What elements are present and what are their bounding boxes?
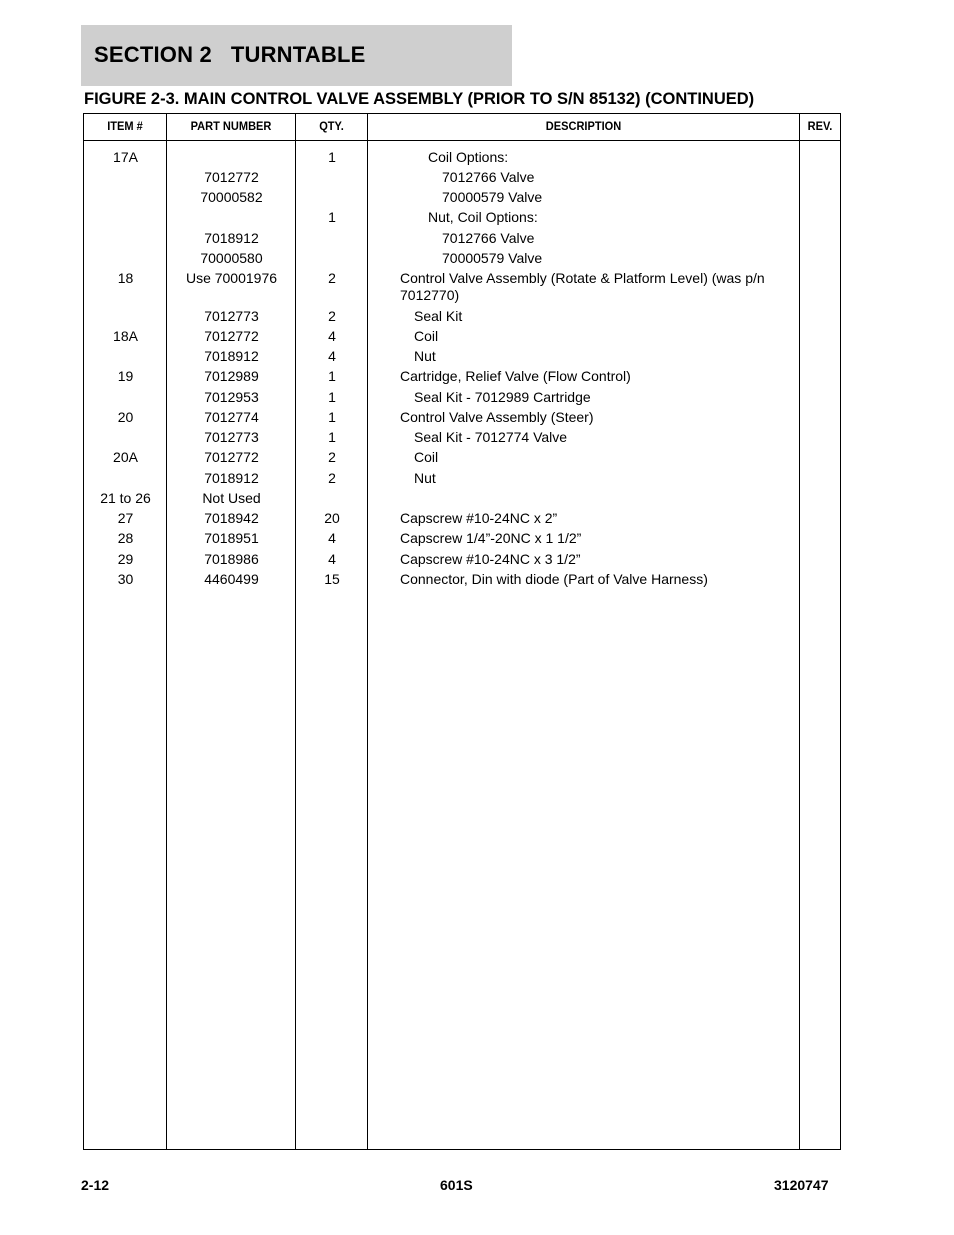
section-banner bbox=[81, 25, 512, 86]
description-cell: Control Valve Assembly (Steer) bbox=[400, 409, 594, 425]
qty-cell: 1 bbox=[328, 409, 336, 425]
part-number-cell: 7012989 bbox=[204, 368, 259, 384]
page-number: 2-12 bbox=[81, 1177, 110, 1193]
document-number: 3120747 bbox=[774, 1177, 829, 1193]
part-number-cell: 7018942 bbox=[204, 510, 259, 526]
description-cell: Nut, Coil Options: bbox=[428, 209, 538, 225]
item-cell: 30 bbox=[117, 571, 134, 587]
part-number-cell: 7018912 bbox=[204, 348, 259, 364]
description-cell: Cartridge, Relief Valve (Flow Control) bbox=[400, 368, 631, 384]
description-cell: 7012766 Valve bbox=[442, 169, 535, 185]
qty-cell: 4 bbox=[328, 328, 336, 344]
section-title: SECTION 2 TURNTABLE bbox=[94, 42, 366, 67]
description-cell: Coil Options: bbox=[428, 149, 509, 165]
parts-table bbox=[83, 113, 841, 1150]
part-number-cell: 7018912 bbox=[204, 230, 259, 246]
item-cell: 20A bbox=[113, 449, 138, 465]
header-divider bbox=[84, 140, 840, 141]
part-number-cell: 7018951 bbox=[204, 530, 259, 546]
item-cell: 19 bbox=[117, 368, 134, 384]
description-cell: Capscrew #10-24NC x 2” bbox=[400, 510, 558, 526]
description-cell: 7012766 Valve bbox=[442, 230, 535, 246]
qty-cell: 1 bbox=[328, 149, 336, 165]
qty-cell: 4 bbox=[328, 551, 336, 567]
qty-cell: 2 bbox=[328, 449, 336, 465]
description-cell: 70000579 Valve bbox=[442, 189, 543, 205]
description-cell: Control Valve Assembly (Rotate & Platform Level) (was p/n 7012770) bbox=[400, 270, 765, 303]
description-cell: Nut bbox=[414, 348, 436, 364]
qty-cell: 4 bbox=[328, 348, 336, 364]
qty-cell: 1 bbox=[328, 389, 336, 405]
description-cell: Coil bbox=[414, 449, 439, 465]
header-part-number: PART NUMBER bbox=[190, 119, 272, 133]
description-cell: Coil bbox=[414, 328, 439, 344]
qty-cell: 20 bbox=[324, 510, 340, 526]
part-number-cell: Use 70001976 bbox=[185, 270, 278, 286]
item-cell: 28 bbox=[117, 530, 134, 546]
part-number-cell: 7018986 bbox=[204, 551, 259, 567]
description-cell: Nut bbox=[414, 470, 436, 486]
qty-cell: 2 bbox=[328, 308, 336, 324]
description-cell: 70000579 Valve bbox=[442, 250, 543, 266]
item-cell: 21 to 26 bbox=[100, 490, 151, 506]
header-qty: QTY. bbox=[319, 119, 344, 133]
part-number-cell: 70000580 bbox=[200, 250, 263, 266]
description-cell: Capscrew 1/4”-20NC x 1 1/2” bbox=[400, 530, 582, 546]
item-cell: 17A bbox=[113, 149, 138, 165]
part-number-cell: 7018912 bbox=[204, 470, 259, 486]
qty-cell: 4 bbox=[328, 530, 336, 546]
header-item: ITEM # bbox=[107, 119, 143, 133]
description-cell: Connector, Din with diode (Part of Valve Harness) bbox=[400, 571, 708, 587]
item-cell: 29 bbox=[117, 551, 134, 567]
part-number-cell: 7012772 bbox=[204, 169, 259, 185]
description-cell: Seal Kit - 7012989 Cartridge bbox=[414, 389, 591, 405]
item-cell: 18 bbox=[117, 270, 134, 286]
item-cell: 20 bbox=[117, 409, 134, 425]
model-number: 601S bbox=[440, 1177, 473, 1193]
part-number-cell: 7012953 bbox=[204, 389, 259, 405]
description-cell: Seal Kit - 7012774 Valve bbox=[414, 429, 568, 445]
qty-cell: 2 bbox=[328, 270, 336, 286]
qty-cell: 15 bbox=[324, 571, 340, 587]
part-number-cell: 7012774 bbox=[204, 409, 259, 425]
part-number-cell: 70000582 bbox=[200, 189, 263, 205]
qty-cell: 1 bbox=[328, 209, 336, 225]
qty-cell: 2 bbox=[328, 470, 336, 486]
part-number-cell: 7012773 bbox=[204, 429, 259, 445]
part-number-cell: 7012772 bbox=[204, 449, 259, 465]
part-number-cell: Not Used bbox=[202, 490, 261, 506]
description-cell: Capscrew #10-24NC x 3 1/2” bbox=[400, 551, 581, 567]
header-rev: REV. bbox=[807, 119, 833, 133]
figure-title: FIGURE 2-3. MAIN CONTROL VALVE ASSEMBLY (PRIOR TO S/N 85132) (CONTINUED) bbox=[84, 90, 755, 108]
qty-cell: 1 bbox=[328, 429, 336, 445]
part-number-cell: 7012772 bbox=[204, 328, 259, 344]
item-cell: 27 bbox=[117, 510, 134, 526]
description-cell: Seal Kit bbox=[414, 308, 463, 324]
header-description: DESCRIPTION bbox=[545, 119, 622, 133]
part-number-cell: 4460499 bbox=[204, 571, 259, 587]
item-cell: 18A bbox=[113, 328, 138, 344]
part-number-cell: 7012773 bbox=[204, 308, 259, 324]
qty-cell: 1 bbox=[328, 368, 336, 384]
